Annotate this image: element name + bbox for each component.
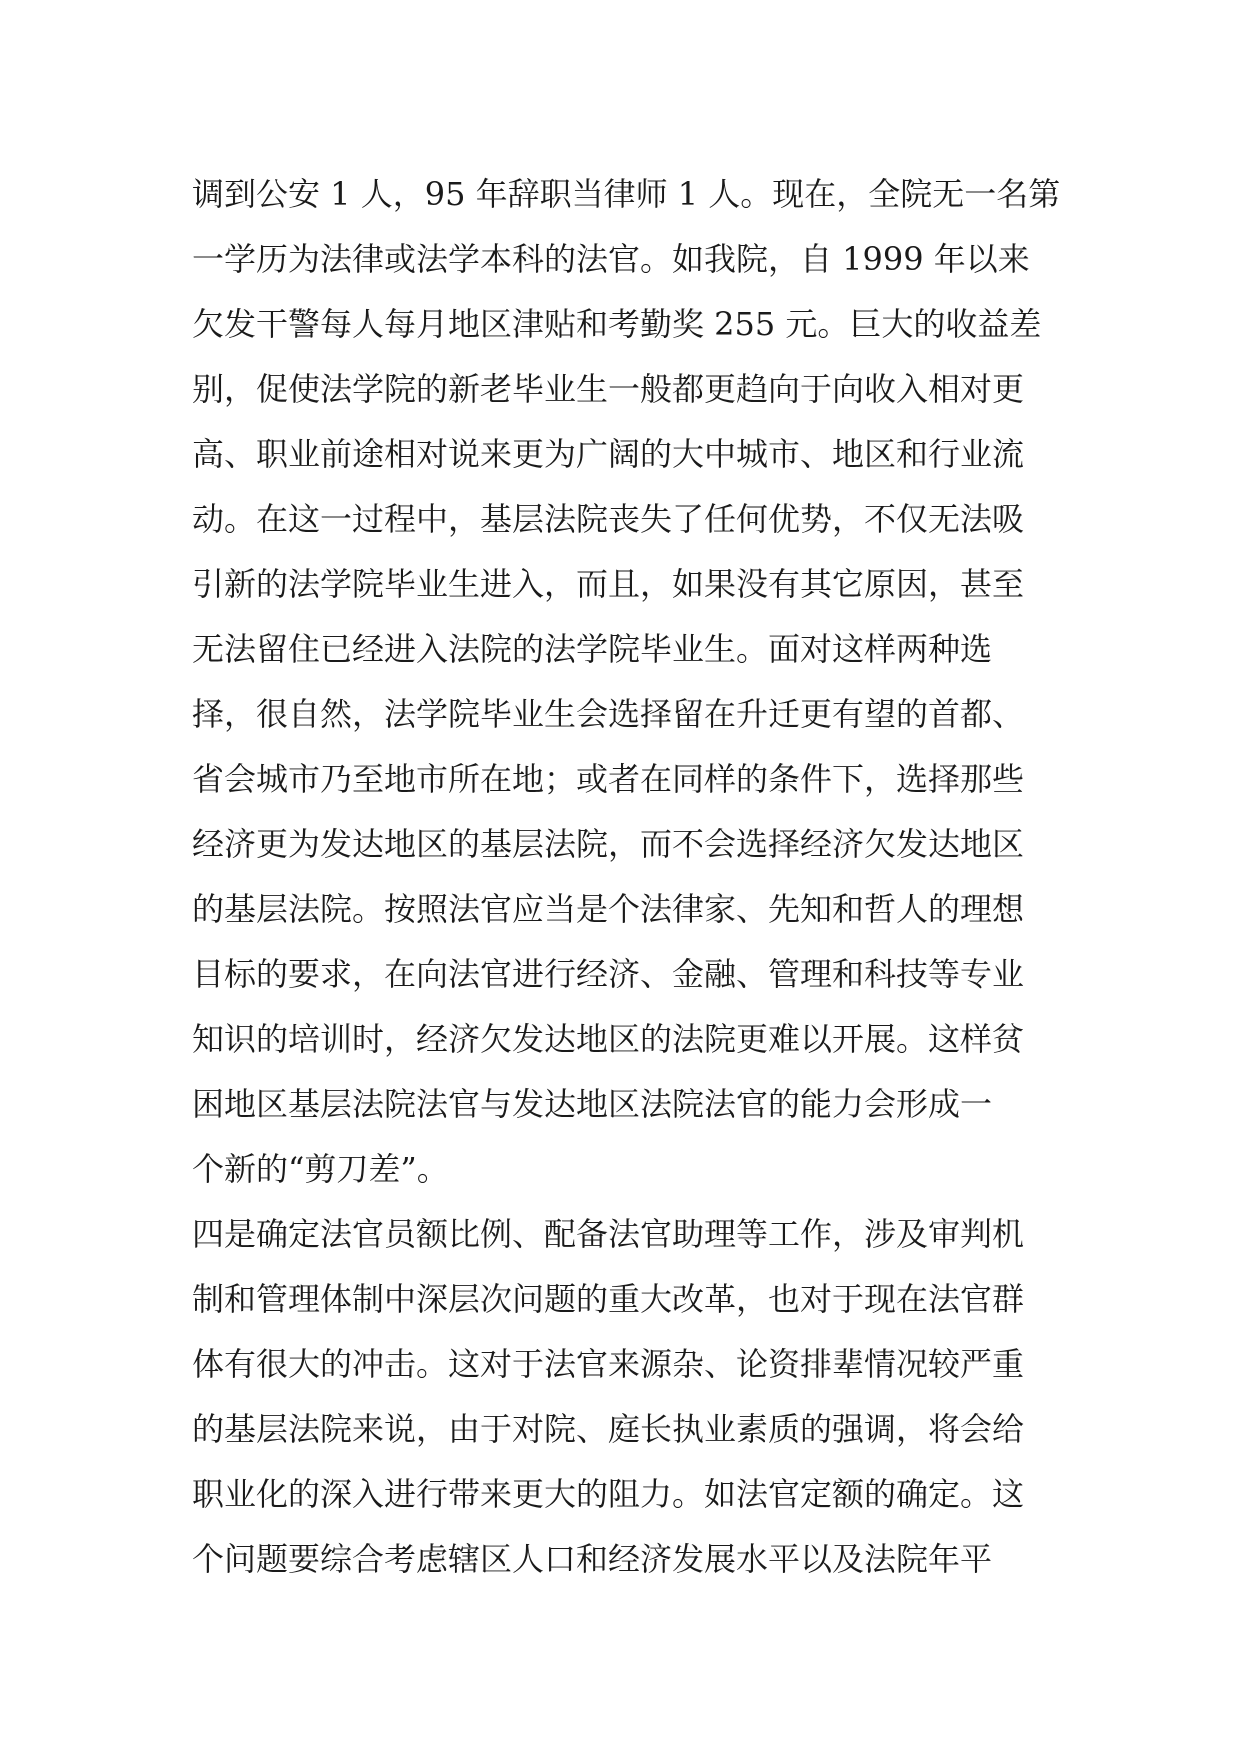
text-line: 体有很大的冲击。这对于法官来源杂、论资排辈情况较严重	[192, 1345, 1025, 1383]
text-line: 择，很自然，法学院毕业生会选择留在升迁更有望的首都、	[192, 695, 1025, 733]
text-line: 无法留住已经进入法院的法学院毕业生。面对这样两种选	[192, 630, 993, 668]
text-line: 欠发干警每人每月地区津贴和考勤奖 255 元。巨大的收益差	[192, 305, 1042, 343]
text-line: 一学历为法律或法学本科的法官。如我院，自 1999 年以来	[192, 240, 1030, 278]
text-line: 制和管理体制中深层次问题的重大改革，也对于现在法官群	[192, 1280, 1025, 1318]
text-line: 目标的要求，在向法官进行经济、金融、管理和科技等专业	[192, 955, 1025, 993]
text-line: 调到公安 1 人，95 年辞职当律师 1 人。现在，全院无一名第	[192, 175, 1061, 213]
text-line: 知识的培训时，经济欠发达地区的法院更难以开展。这样贫	[192, 1020, 1025, 1058]
text-line: 的基层法院。按照法官应当是个法律家、先知和哲人的理想	[192, 890, 1025, 928]
text-line: 省会城市乃至地市所在地；或者在同样的条件下，选择那些	[192, 760, 1025, 798]
text-line: 引新的法学院毕业生进入，而且，如果没有其它原因，甚至	[192, 565, 1025, 603]
text-line: 的基层法院来说，由于对院、庭长执业素质的强调，将会给	[192, 1410, 1025, 1448]
text-line: 别，促使法学院的新老毕业生一般都更趋向于向收入相对更	[192, 370, 1025, 408]
text-line: 动。在这一过程中，基层法院丧失了任何优势，不仅无法吸	[192, 500, 1025, 538]
body-text	[192, 162, 1072, 1592]
text-line: 经济更为发达地区的基层法院，而不会选择经济欠发达地区	[192, 825, 1025, 863]
text-line: 职业化的深入进行带来更大的阻力。如法官定额的确定。这	[192, 1475, 1025, 1513]
text-line: 困地区基层法院法官与发达地区法院法官的能力会形成一	[192, 1085, 993, 1123]
text-line: 个新的“剪刀差”。	[192, 1150, 449, 1188]
text-line: 四是确定法官员额比例、配备法官助理等工作，涉及审判机	[192, 1215, 1025, 1253]
text-line: 个问题要综合考虑辖区人口和经济发展水平以及法院年平	[192, 1540, 993, 1578]
text-line: 高、职业前途相对说来更为广阔的大中城市、地区和行业流	[192, 435, 1025, 473]
